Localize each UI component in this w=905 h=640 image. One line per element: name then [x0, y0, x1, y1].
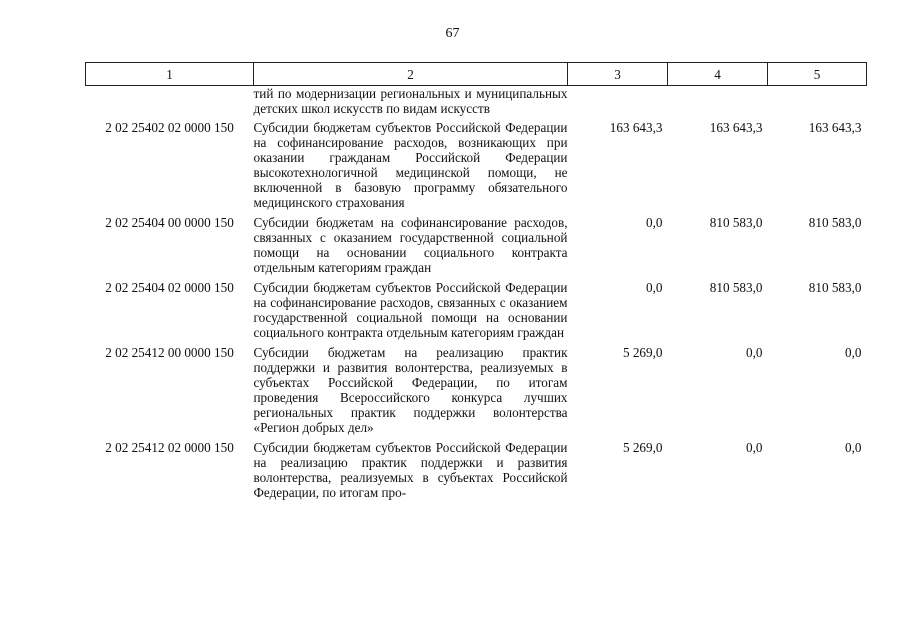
- row-value-col4: 0,0: [746, 440, 763, 455]
- table-header: [86, 63, 867, 86]
- row-value-col4: 0,0: [746, 345, 763, 360]
- header-col-5: 5: [768, 63, 867, 86]
- row-value-col3: 0,0: [646, 215, 663, 230]
- row-value-col3: 163 643,3: [609, 120, 663, 135]
- row-value-col3: 5 269,0: [622, 345, 663, 360]
- row-value-col5: 0,0: [845, 440, 862, 455]
- page-number: 67: [445, 26, 460, 41]
- header-col-2: 2: [254, 63, 568, 86]
- row-value-col4: 810 583,0: [709, 215, 763, 230]
- row-code: 2 02 25412 02 0000 150: [105, 440, 234, 455]
- header-col-4: 4: [668, 63, 768, 86]
- row-description: Субсидии бюджетам на реализацию практик поддержки и развития волонтерства, реализуемых в субъектах Российской Федерации, по итогам проведения Всероссийского конкурса лучших региональных практик поддержки волонтерства «Регион добрых дел»: [253, 345, 568, 435]
- table-row: [86, 280, 867, 345]
- row-value-col5: 0,0: [845, 345, 862, 360]
- row-value-col4: 163 643,3: [709, 120, 763, 135]
- table-row-continuation: [86, 86, 867, 121]
- budget-table: [85, 62, 867, 505]
- row-code: 2 02 25402 02 0000 150: [105, 120, 234, 135]
- table-row: [86, 440, 867, 505]
- row-code: [86, 86, 254, 121]
- row-value-col4: 810 583,0: [709, 280, 763, 295]
- table-row: [86, 345, 867, 440]
- row-code: 2 02 25404 00 0000 150: [105, 215, 234, 230]
- row-description: Субсидии бюджетам субъектов Российской Федерации на софинансирование расходов, связанных с оказанием государственной социальной помощи на основании социального контракта отдельным категориям граждан: [253, 280, 568, 340]
- header-col-1: 1: [86, 63, 254, 86]
- row-value-col3: 5 269,0: [622, 440, 663, 455]
- row-description: тий по модернизации региональных и муниципальных детских школ искусств по видам искусств: [253, 86, 568, 116]
- row-value-col5: 163 643,3: [808, 120, 862, 135]
- row-description: Субсидии бюджетам субъектов Российской Федерации на реализацию практик поддержки и развития волонтерства, реализуемых в субъектах Российской Федерации, по итогам про-: [253, 440, 568, 500]
- table-row: [86, 215, 867, 280]
- header-col-3: 3: [568, 63, 668, 86]
- table-row: [86, 120, 867, 215]
- row-description: Субсидии бюджетам на софинансирование расходов, связанных с оказанием государственной социальной помощи на основании социального контракта отдельным категориям граждан: [253, 215, 568, 275]
- row-value-col5: 810 583,0: [808, 280, 862, 295]
- row-code: 2 02 25412 00 0000 150: [105, 345, 234, 360]
- row-value-col5: 810 583,0: [808, 215, 862, 230]
- row-code: 2 02 25404 02 0000 150: [105, 280, 234, 295]
- table-body: [86, 86, 867, 506]
- row-value-col3: 0,0: [646, 280, 663, 295]
- row-description: Субсидии бюджетам субъектов Российской Федерации на софинансирование расходов, возникающих при оказании гражданам Российской Федерации высокотехнологичной медицинской помощи, не включенной в базовую программу обязательного медицинского страхования: [253, 120, 568, 210]
